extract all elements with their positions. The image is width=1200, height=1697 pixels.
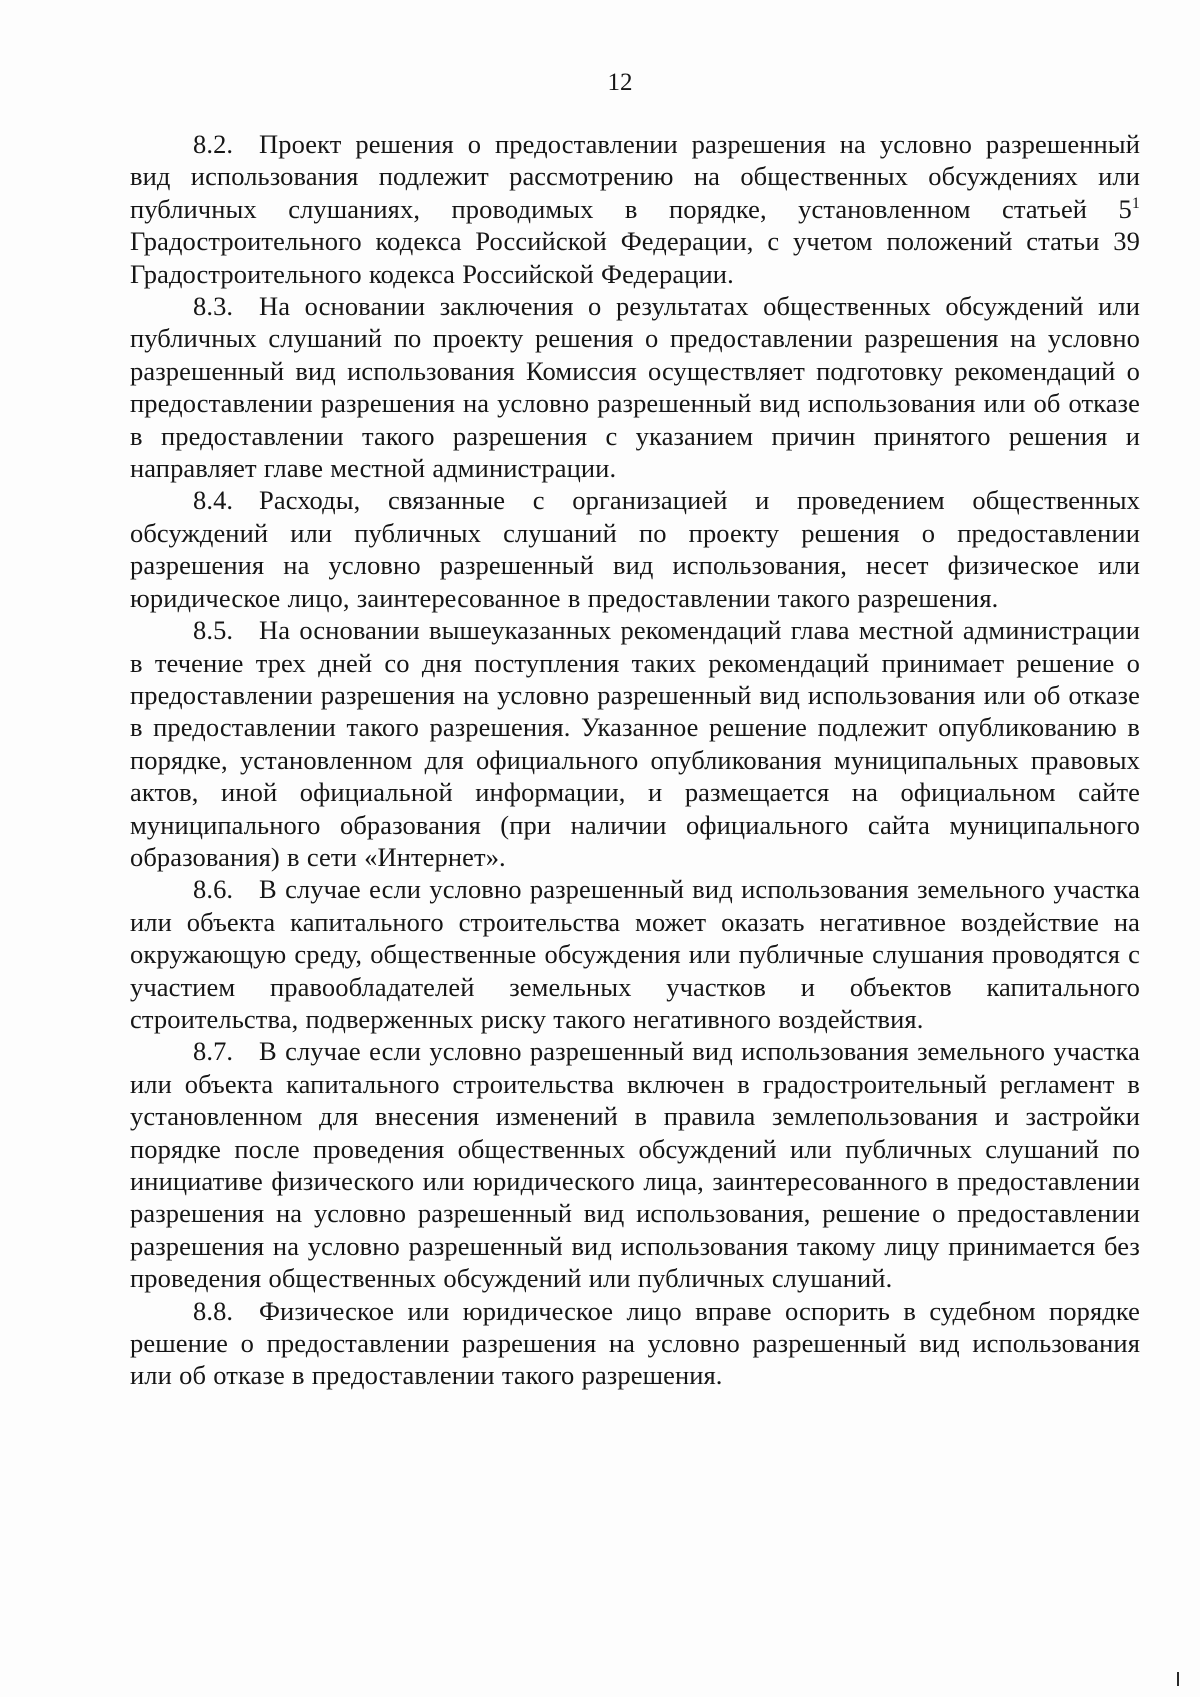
paragraph-text: Проект решения о предоставлении разрешения на условно разрешенный вид использования подлежит рассмотрению на общественных обсуждениях или публичных слушаниях, проводимых в порядке, установленном статьей 5 xyxy=(130,129,1140,224)
document-body xyxy=(130,128,1140,1392)
paragraph-8-3 xyxy=(130,290,1140,484)
paragraph-text: На основании заключения о результатах общественных обсуждений или публичных слушаний по проекту решения о предоставлении разрешения на условно разрешенный вид использования Комиссия осуществляет подготовку рекомендаций о предоставлении разрешения на условно разрешенный вид использования или об отказе в предоставлении такого разрешения с указанием причин принятого решения и направляет главе местной администрации. xyxy=(130,291,1140,484)
paragraph-number: 8.4. xyxy=(193,485,234,516)
paragraph-text-continued: Градостроительного кодекса Российской Федерации, с учетом положений статьи 39 Градостроительного кодекса Российской Федерации. xyxy=(130,226,1140,289)
scan-artifact-mark xyxy=(1177,1672,1179,1686)
paragraph-number: 8.5. xyxy=(193,615,234,646)
paragraph-number: 8.3. xyxy=(193,291,234,322)
paragraph-8-5 xyxy=(130,614,1140,873)
paragraph-text: В случае если условно разрешенный вид использования земельного участка или объекта капитального строительства может оказать негативное воздействие на окружающую среду, общественные обсуждения или публичные слушания проводятся с участием правообладателей земельных участков и объектов капитального строительства, подверженных риску такого негативного воздействия. xyxy=(130,874,1140,1034)
paragraph-text: Расходы, связанные с организацией и проведением общественных обсуждений или публичных слушаний по проекту решения о предоставлении разрешения на условно разрешенный вид использования, несет физическое или юридическое лицо, заинтересованное в предоставлении такого разрешения. xyxy=(130,485,1140,613)
paragraph-8-6 xyxy=(130,873,1140,1035)
page-number: 12 xyxy=(607,69,633,96)
paragraph-8-7 xyxy=(130,1035,1140,1294)
paragraph-number: 8.8. xyxy=(193,1295,234,1326)
paragraph-8-4 xyxy=(130,484,1140,614)
paragraph-text: На основании вышеуказанных рекомендаций глава местной администрации в течение трех дней со дня поступления таких рекомендаций принимает решение о предоставлении разрешения на условно разрешенный вид использования или об отказе в предоставлении такого разрешения. Указанное решение подлежит опубликованию в порядке, установленном для официального опубликования муниципальных правовых актов, иной официальной информации, и размещается на официальном сайте муниципального образования (при наличии официального сайта муниципального образования) в сети «Интернет». xyxy=(130,615,1140,872)
paragraph-8-8 xyxy=(130,1295,1140,1392)
superscript-footnote: 1 xyxy=(1131,194,1140,212)
paragraph-number: 8.6. xyxy=(193,874,234,905)
paragraph-text: В случае если условно разрешенный вид использования земельного участка или объекта капитального строительства включен в градостроительный регламент в установленном для внесения изменений в правила землепользования и застройки порядке после проведения общественных обсуждений или публичных слушаний по инициативе физического или юридического лица, заинтересованного в предоставлении разрешения на условно разрешенный вид использования, решение о предоставлении разрешения на условно разрешенный вид использования такому лицу принимается без проведения общественных обсуждений или публичных слушаний. xyxy=(130,1036,1140,1294)
paragraph-text: Физическое или юридическое лицо вправе оспорить в судебном порядке решение о предоставлении разрешения на условно разрешенный вид использования или об отказе в предоставлении такого разрешения. xyxy=(130,1295,1140,1391)
paragraph-number: 8.2. xyxy=(193,129,234,159)
paragraph-number: 8.7. xyxy=(193,1036,234,1067)
paragraph-8-2 xyxy=(130,128,1140,290)
